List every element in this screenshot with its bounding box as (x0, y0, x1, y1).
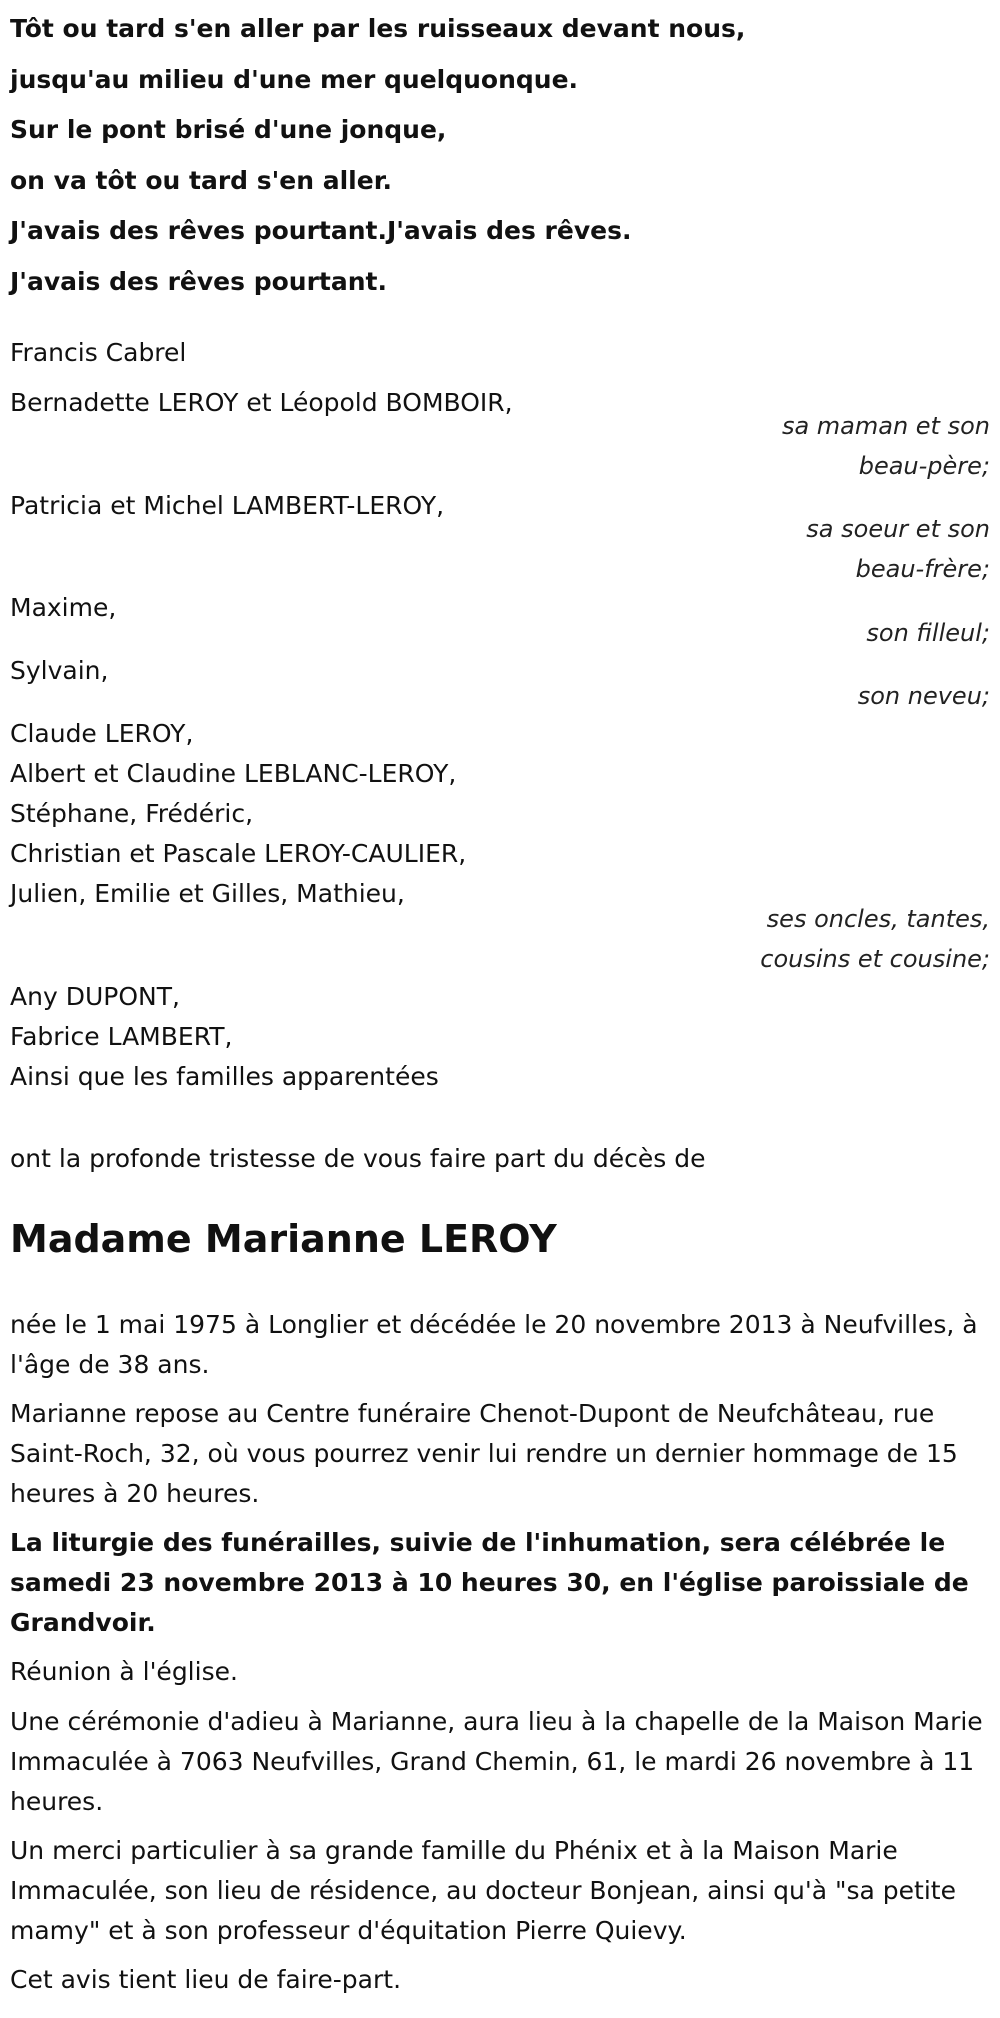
poem (10, 4, 910, 307)
deceased-name: Madame Marianne LEROY (10, 1217, 557, 1261)
closing-note: Cet avis tient lieu de faire-part. (10, 1965, 402, 1994)
ceremony-info: Une cérémonie d'adieu à Marianne, aura lieu à la chapelle de la Maison Marie Immaculée à 7063 Neufvilles, Grand Chemin, 61, le mardi 26 novembre à 11 heures. (10, 1707, 983, 1816)
poem-line: Tôt ou tard s'en aller par les ruisseaux devant nous, (10, 14, 746, 43)
family-nephew: Sylvain, (10, 656, 109, 685)
family-others (10, 977, 439, 1097)
poem-line: on va tôt ou tard s'en aller. (10, 165, 392, 195)
family-sister-role: sa soeur et son beau-frère; (806, 515, 990, 583)
poem-line: J'avais des rêves pourtant.J'avais des rêves. (10, 216, 632, 245)
liturgy-info: La liturgie des funérailles, suivie de l'inhumation, sera célébrée le samedi 23 novembre 2013 à 10 heures 30, en l'église paroissiale de Grandvoir. (10, 1528, 969, 1637)
family-parents: Bernadette LEROY et Léopold BOMBOIR, (10, 388, 513, 417)
relative-line: Julien, Emilie et Gilles, Mathieu, (10, 879, 405, 908)
relative-line: Claude LEROY, (10, 719, 194, 748)
thanks-info: Un merci particulier à sa grande famille du Phénix et à la Maison Marie Immaculée, son lieu de résidence, au docteur Bonjean, ainsi qu'à "sa petite mamy" et à son professeur d'équitation Pierre Quievy. (10, 1836, 956, 1945)
family-relatives-role: ses oncles, tantes, cousins et cousine; (760, 905, 990, 973)
family-relatives (10, 714, 466, 914)
other-line: Fabrice LAMBERT, (10, 1022, 233, 1051)
poem-line: Sur le pont brisé d'une jonque, (10, 115, 447, 144)
announcement: ont la profonde tristesse de vous faire part du décès de (10, 1144, 706, 1173)
family-nephew-role: son neveu; (857, 682, 990, 710)
meeting-info: Réunion à l'église. (10, 1657, 238, 1686)
family-godson-role: son filleul; (866, 619, 990, 647)
poem-line: J'avais des rêves pourtant. (10, 266, 387, 296)
relative-line: Stéphane, Frédéric, (10, 799, 254, 828)
other-line: Ainsi que les familles apparentées (10, 1062, 439, 1091)
relative-line: Christian et Pascale LEROY-CAULIER, (10, 839, 467, 868)
poem-line: jusqu'au milieu d'une mer quelquonque. (10, 64, 579, 94)
birth-death: née le 1 mai 1975 à Longlier et décédée le 20 novembre 2013 à Neufvilles, à l'âge de 38 ans. (10, 1310, 978, 1379)
family-parents-role: sa maman et son beau-père; (781, 412, 990, 480)
poem-author: Francis Cabrel (10, 338, 187, 367)
other-line: Any DUPONT, (10, 982, 180, 1011)
repose-info: Marianne repose au Centre funéraire Chenot-Dupont de Neufchâteau, rue Saint-Roch, 32, où vous pourrez venir lui rendre un dernier hommage de 15 heures à 20 heures. (10, 1399, 958, 1508)
relative-line: Albert et Claudine LEBLANC-LEROY, (10, 759, 457, 788)
family-sister: Patricia et Michel LAMBERT-LEROY, (10, 491, 445, 520)
family-godson: Maxime, (10, 593, 117, 622)
